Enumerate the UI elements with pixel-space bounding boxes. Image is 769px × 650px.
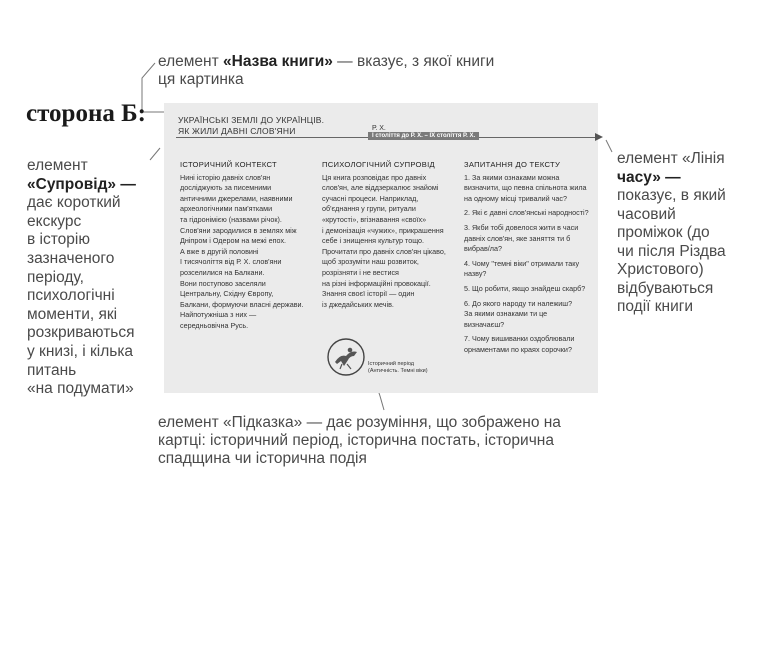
historical-line: Нині історію давніх слов'ян [180, 172, 271, 182]
historical-line: Найпотужніша з них — [180, 310, 257, 320]
psychological-line: і демонізація «чужих», прикрашення [322, 225, 444, 235]
question-item [464, 223, 592, 255]
companion-annot-line: елемент [27, 157, 88, 174]
timeline-arrow-icon [595, 133, 603, 141]
psychological-line: Ця книга розповідає про давніх [322, 172, 427, 182]
historical-line: А вже в другій половині [180, 246, 259, 256]
psychological-support [322, 160, 457, 310]
psychological-line: слов'ян, але віддзеркалює знайомі [322, 183, 439, 193]
hint-annot-line: елемент «Підказка» — дає розуміння, що зображено на [158, 414, 561, 431]
question-item [464, 208, 592, 219]
question-line: давніх слов'ян, яке заняття ти б [464, 233, 571, 243]
card-title-line1: УКРАЇНСЬКІ ЗЕМЛІ ДО УКРАЇНЦІВ. [178, 115, 325, 125]
historical-context [180, 160, 315, 332]
timeline-annot-line: відбуваються [617, 279, 714, 297]
annotation-timeline [617, 150, 726, 317]
historical-line: археологічними пам'ятками [180, 204, 273, 214]
book-title-suffix: — вказує, з якої книги [332, 53, 495, 70]
question-line: 6. До якого народу ти належиш? [464, 298, 573, 308]
book-title-prefix: елемент [158, 53, 224, 70]
question-line: 5. Що робити, якщо знайдеш скарб? [464, 283, 586, 293]
hint-caption-line2: (Античність. Темні віки) [368, 368, 428, 374]
historical-line: розселилися на Балкани. [180, 267, 265, 277]
historical-line: Балкани, формуючи власні держави. [180, 299, 304, 309]
question-line: орнаментами по краях сорочки? [464, 344, 572, 354]
psychological-line: розрізняти і не вестися [322, 267, 399, 277]
companion-annot-line: розкриваються [27, 324, 135, 342]
question-line: визначаєш? [464, 319, 505, 329]
historical-line: середньовічна Русь. [180, 320, 249, 330]
psychological-line: із джедайських мечів. [322, 299, 394, 309]
question-item [464, 259, 592, 280]
timeline-annot-line: часовий [617, 205, 676, 223]
book-title-line2: ця картинка [158, 71, 244, 88]
psychological-line: Знання своєї історії — один [322, 289, 415, 299]
companion-annot-line: зазначеного [27, 249, 115, 267]
question-line: назву? [464, 269, 487, 279]
psychological-line: себе і знищення культур тощо. [322, 236, 425, 246]
question-item [464, 334, 592, 355]
timeline-connector [606, 140, 612, 152]
psychological-line: на різні інформаційні провокації. [322, 278, 431, 288]
question-line: на одному місці тривалий час? [464, 193, 568, 203]
timeline-annot-line: Христового) [617, 261, 704, 278]
card-book-title [178, 115, 324, 137]
timeline-period: I століття до Р. Х. – IX століття Р. Х. [368, 132, 479, 140]
companion-annot-line: у книзі, і кілька [27, 342, 134, 360]
hint-caption-line1: Історичний період [368, 361, 414, 367]
timeline-annot-line: показує, в який [617, 187, 726, 204]
question-line: 3. Якби тобі довелося жити в часи [464, 222, 579, 232]
timeline-annot-line: часу» — [617, 168, 681, 186]
historical-line: античними джерелами, наявними [180, 193, 293, 203]
historical-line: та гідронімією (назвами річок). [180, 214, 282, 224]
psychological-line: Прочитати про давніх слов'ян цікаво, [322, 246, 446, 256]
question-line: 7. Чому вишиванки оздоблювали [464, 334, 575, 344]
psychological-line: об'єднання у групи, ритуали [322, 204, 416, 214]
companion-annot-line: моменти, які [27, 305, 118, 323]
question-item [464, 284, 592, 295]
timeline-annot-line: проміжок (до [617, 224, 710, 241]
book-title-name: «Назва книги» [223, 53, 333, 70]
card-title-line2: ЯК ЖИЛИ ДАВНІ СЛОВ'ЯНИ [178, 126, 296, 136]
question-line: 1. За якими ознаками можна [464, 172, 560, 182]
question-line: За якими ознаками ти це [464, 309, 548, 319]
companion-annot-line: психологічні [27, 287, 115, 305]
annotation-companion [27, 157, 136, 399]
text-questions-title: ЗАПИТАННЯ ДО ТЕКСТУ [464, 160, 561, 169]
side-label: сторона Б: [26, 100, 146, 127]
psychological-line: щоб зрозуміти наш розвиток, [322, 257, 419, 267]
companion-annot-line: питань [27, 361, 77, 379]
book-card [164, 103, 598, 393]
psychological-line: «крутості», вгізнавання «своїх» [322, 214, 427, 224]
timeline-rx-label: Р. Х. [372, 125, 386, 132]
hint-annot-line: спадщина чи історична подія [158, 450, 367, 467]
historical-line: Центральну, Східну Європу, [180, 289, 274, 299]
historical-line: Дніпром і Одером на межі епох. [180, 236, 287, 246]
hint-caption [368, 361, 428, 375]
question-item [464, 173, 592, 205]
psychological-support-title: ПСИХОЛОГІЧНИЙ СУПРОВІД [322, 160, 435, 169]
hint-icon [326, 337, 366, 377]
timeline-annot-line: елемент «Лінія [617, 150, 725, 167]
historical-context-title: ІСТОРИЧНИЙ КОНТЕКСТ [180, 160, 277, 169]
annotation-hint [158, 414, 561, 468]
historical-line: Слов'яни зародилися в землях між [180, 225, 297, 235]
companion-annot-line: «Супровід» — [27, 175, 136, 193]
question-line: 4. Чому "темні віки" отримали таку [464, 258, 580, 268]
question-line: вибрав/ла? [464, 244, 502, 254]
companion-annot-line: періоду, [27, 268, 84, 286]
companion-annot-line: «на подумати» [27, 380, 134, 398]
hint-connector [378, 390, 384, 410]
historical-line: I тисячоліття від Р. Х. слов'яни [180, 257, 282, 267]
question-line: визначити, що певна спільнота жила [464, 183, 587, 193]
question-line: 2. Які є давні слов'янські народності? [464, 208, 589, 218]
companion-connector [150, 148, 160, 160]
hint-annot-line: картці: історичний період, історична постать, історична [158, 432, 554, 449]
timeline-annot-line: чи після Різдва [617, 242, 726, 260]
companion-annot-line: екскурс [27, 212, 82, 230]
annotation-book-title [158, 53, 494, 89]
historical-line: Вони поступово заселяли [180, 278, 266, 288]
question-item [464, 299, 592, 331]
timeline-annot-line: події книги [617, 298, 694, 315]
psychological-line: сучасні процеси. Наприклад, [322, 193, 419, 203]
companion-annot-line: дає короткий [27, 194, 121, 212]
historical-line: досліджують за писемними [180, 183, 272, 193]
companion-annot-line: в історію [27, 231, 90, 249]
text-questions [464, 160, 592, 360]
